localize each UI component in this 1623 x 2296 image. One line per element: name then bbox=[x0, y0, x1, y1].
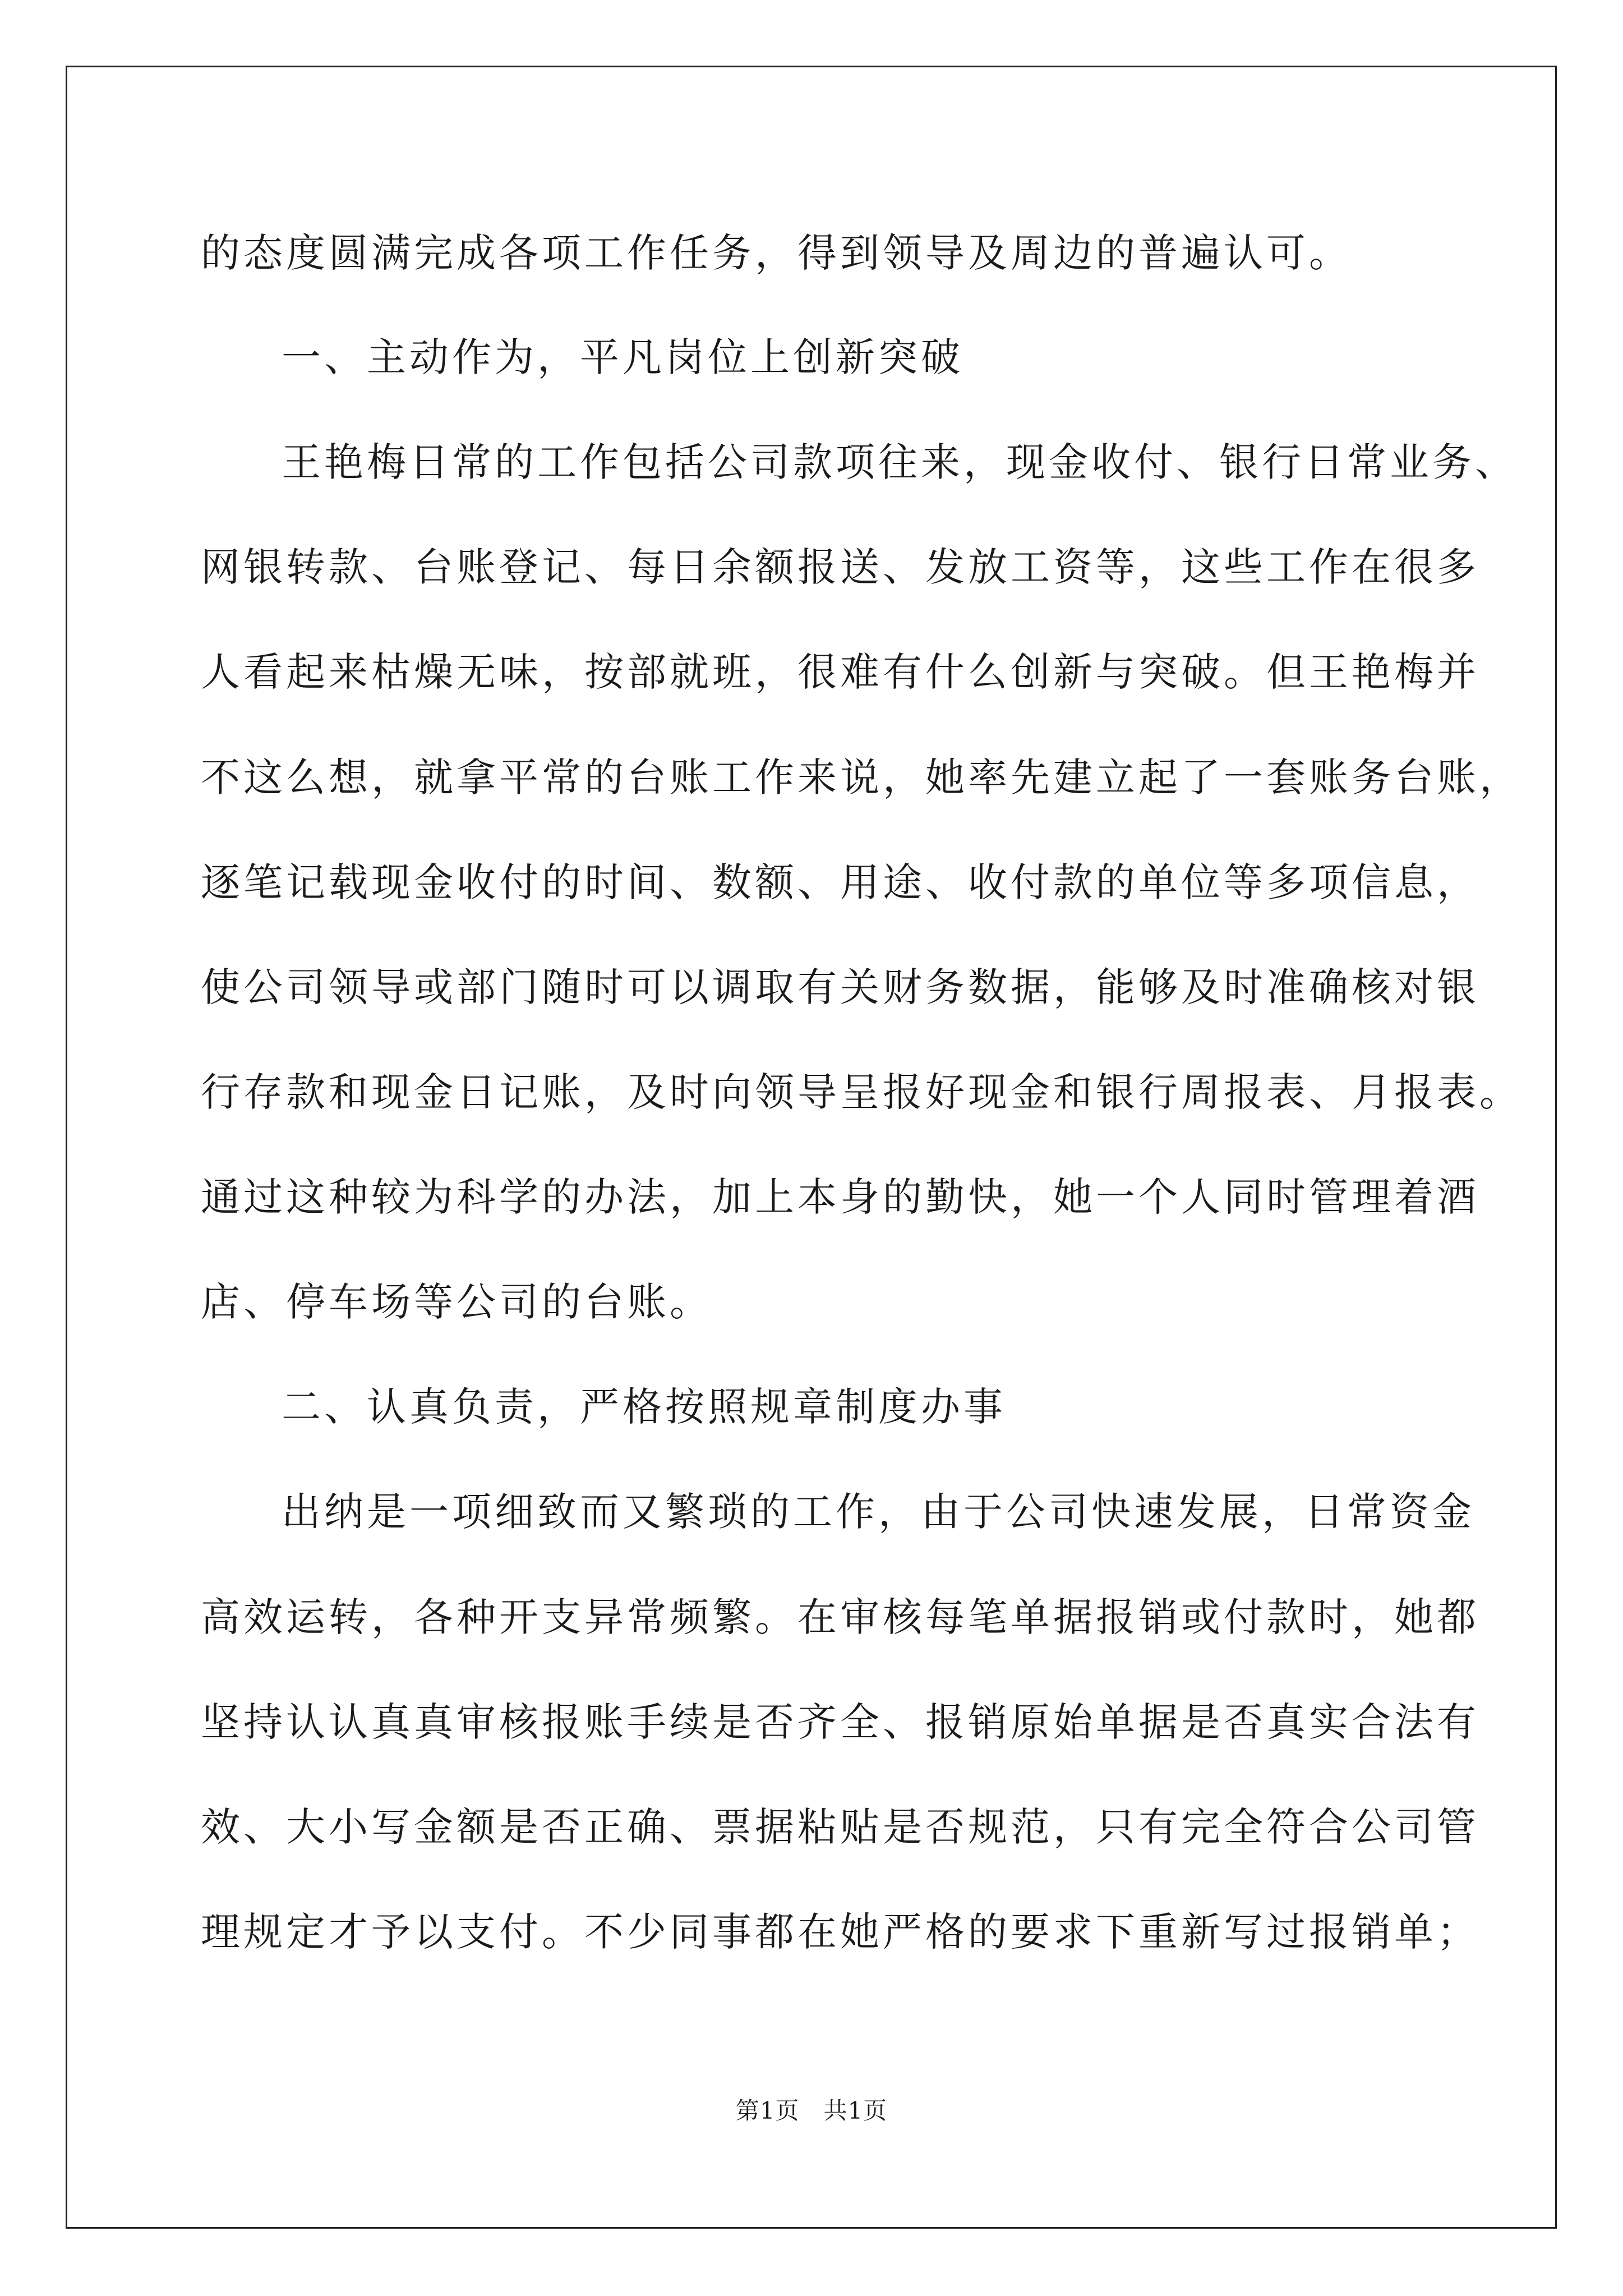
paragraph-first-line: 王艳梅日常的工作包括公司款项往来，现金收付、银行日常业务、 bbox=[282, 439, 1518, 485]
text-line: 逐笔记载现金收付的时间、数额、用途、收付款的单位等多项信息， bbox=[201, 859, 1479, 905]
text-line: 网银转款、台账登记、每日余额报送、发放工资等，这些工作在很多 bbox=[201, 544, 1479, 590]
text-line: 使公司领导或部门随时可以调取有关财务数据，能够及时准确核对银 bbox=[201, 964, 1479, 1010]
section-heading: 二、认真负责，严格按照规章制度办事 bbox=[282, 1384, 1006, 1430]
page-border bbox=[66, 66, 1557, 2229]
text-line: 人看起来枯燥无味，按部就班，很难有什么创新与突破。但王艳梅并 bbox=[201, 649, 1479, 695]
text-line: 行存款和现金日记账，及时向领导呈报好现金和银行周报表、月报表。 bbox=[201, 1069, 1522, 1115]
text-line: 高效运转，各种开支异常频繁。在审核每笔单据报销或付款时，她都 bbox=[201, 1594, 1479, 1640]
text-line: 理规定才予以支付。不少同事都在她严格的要求下重新写过报销单； bbox=[201, 1909, 1479, 1955]
text-line: 效、大小写金额是否正确、票据粘贴是否规范，只有完全符合公司管 bbox=[201, 1804, 1479, 1850]
section-heading: 一、主动作为，平凡岗位上创新突破 bbox=[282, 334, 963, 380]
text-line: 通过这种较为科学的办法，加上本身的勤快，她一个人同时管理着酒 bbox=[201, 1174, 1479, 1220]
text-line: 不这么想，就拿平常的台账工作来说，她率先建立起了一套账务台账， bbox=[201, 754, 1522, 800]
page-number-footer: 第1页 共1页 bbox=[735, 2097, 888, 2124]
text-line: 店、停车场等公司的台账。 bbox=[201, 1279, 712, 1325]
text-line: 坚持认认真真审核报账手续是否齐全、报销原始单据是否真实合法有 bbox=[201, 1699, 1479, 1745]
text-line: 的态度圆满完成各项工作任务，得到领导及周边的普遍认可。 bbox=[201, 230, 1352, 276]
paragraph-first-line: 出纳是一项细致而又繁琐的工作，由于公司快速发展，日常资金 bbox=[282, 1489, 1475, 1535]
